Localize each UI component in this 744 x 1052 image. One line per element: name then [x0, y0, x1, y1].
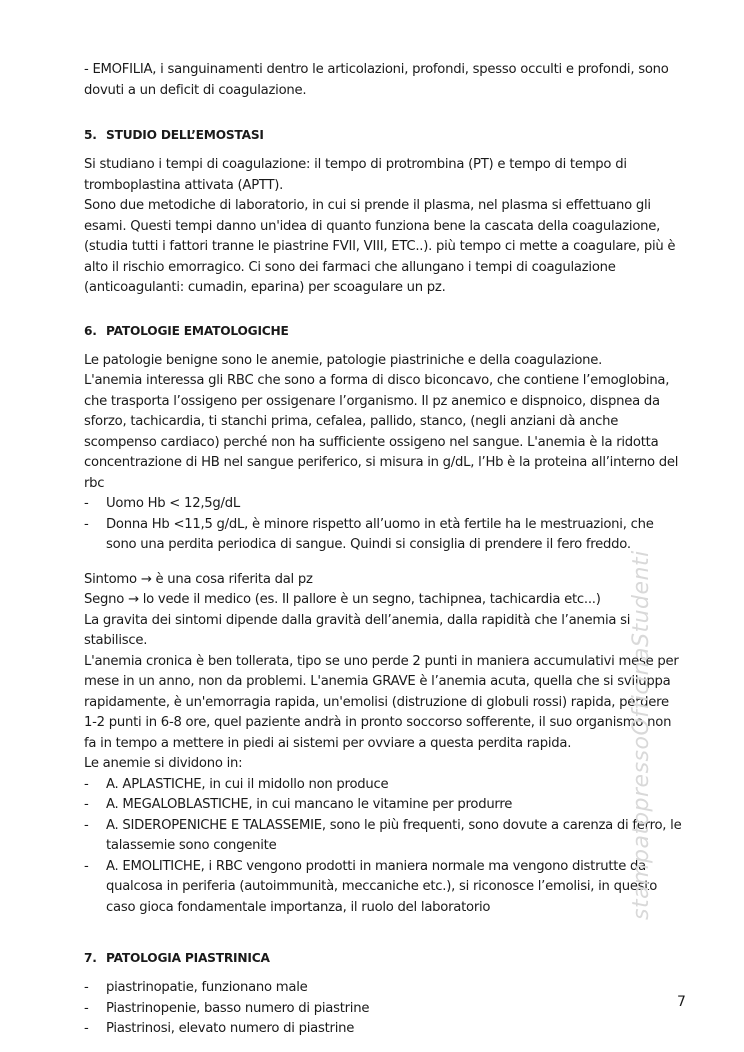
list-item: - Donna Hb <11,5 g/dL, è minore rispetto all’uomo in età fertile ha le mestruazioni, che sono una perdita periodica di sangue. Quindi si consiglia di prendere il fero freddo.: [84, 515, 684, 556]
section-7-heading: [84, 948, 684, 968]
paragraph: Sono due metodiche di laboratorio, in cui si prende il plasma, nel plasma si effettuano gli esami. Questi tempi danno un'idea di quanto funziona bene la cascata della coagulazione, (studia tutti i fattori tranne le piastrine FVII, VIII, ETC..). più tempo ci mette a coagulare, più è alto il rischio emorragico. Ci sono dei farmaci che allungano i tempi di coagulazione (anticoagulanti: cumadin, eparina) per scoagulare un pz.: [84, 198, 676, 295]
list-item: - A. MEGALOBLASTICHE, in cui mancano le vitamine per produrre: [84, 795, 684, 816]
anemia-types-list: [84, 775, 684, 919]
section-5-heading: [84, 125, 684, 145]
list-item: - A. EMOLITICHE, i RBC vengono prodotti in maniera normale ma vengono distrutte da qualcosa in periferia (autoimmunità, meccaniche etc.), si riconosce l’emolisi, in questo caso gioca fondamentale importanza, il ruolo del laboratorio: [84, 857, 684, 919]
paragraph: La gravita dei sintomi dipende dalla gravità dell’anemia, dalla rapidità che l’anemia si stabilisce.: [84, 612, 631, 648]
watermark: stampatopressoOfficinaStudenti: [629, 550, 654, 920]
section-number: 7.: [84, 951, 97, 965]
section-6-heading: [84, 321, 684, 341]
section-number: 6.: [84, 323, 97, 338]
paragraph: Le anemie si dividono in:: [84, 756, 243, 771]
paragraph: Si studiano i tempi di coagulazione: il tempo di protrombina (PT) e tempo di tempo di tromboplastina attivata (APTT).: [84, 157, 627, 193]
paragraph: L'anemia interessa gli RBC che sono a forma di disco biconcavo, che contiene l’emoglobina, che trasporta l’ossigeno per ossigenare l’organismo. Il pz anemico e dispnoico, dispnea da sforzo, tachicardia, ti stanchi prima, cefalea, pallido, stanco, (negli anziani dà anche scompenso cardiaco) perché non ha sufficiente ossigeno nel sangue. L'anemia è la ridotta concentrazione di HB nel sangue periferico, si misura in g/dL, l’Hb è la proteina all’interno del rbc: [84, 373, 679, 491]
list-item: - Piastrinosi, elevato numero di piastrine: [84, 1019, 684, 1040]
paragraph: Le patologie benigne sono le anemie, patologie piastriniche e della coagulazione.: [84, 352, 603, 368]
list-item: - Uomo Hb < 12,5g/dL: [84, 494, 684, 515]
document-page: [84, 60, 684, 1040]
list-item: - piastrinopatie, funzionano male: [84, 978, 684, 999]
section-number: 5.: [84, 128, 97, 142]
paragraph: L'anemia cronica è ben tollerata, tipo se uno perde 2 punti in maniera accumulativi mese per mese in un anno, non da problemi. L'anemia GRAVE è l’anemia acuta, quella che si sviluppa rapidamente, è un'emorragia rapida, un'emolisi (distruzione di globuli rossi) rapida, perdere 1-2 punti in 6-8 ore, quel paziente andrà in pronto soccorso sofferente, il suo organismo non fa in tempo a mettere in piedi ai sistemi per ovviare a questa perdita rapida.: [84, 653, 679, 751]
paragraph: Sintomo → è una cosa riferita dal pz: [84, 571, 313, 587]
list-item: - Piastrinopenie, basso numero di piastrine: [84, 999, 684, 1020]
platelet-pathology-list: [84, 978, 684, 1040]
section-title: PATOLOGIA PIASTRINICA: [106, 951, 270, 965]
hb-threshold-list: [84, 494, 684, 556]
list-item: - A. APLASTICHE, in cui il midollo non produce: [84, 775, 684, 796]
paragraph: Segno → lo vede il medico (es. Il pallore è un segno, tachipnea, tachicardia etc...): [84, 592, 601, 607]
section-title: PATOLOGIE EMATOLOGICHE: [106, 323, 289, 338]
emofilia-paragraph: - EMOFILIA, i sanguinamenti dentro le articolazioni, profondi, spesso occulti e profondi, sono dovuti a un deficit di coagulazione.: [84, 62, 669, 98]
list-item: - A. SIDEROPENICHE E TALASSEMIE, sono le più frequenti, sono dovute a carenza di ferro, le talassemie sono congenite: [84, 816, 684, 857]
section-title: STUDIO DELL’EMOSTASI: [106, 128, 264, 142]
page-number: 7: [677, 994, 686, 1010]
